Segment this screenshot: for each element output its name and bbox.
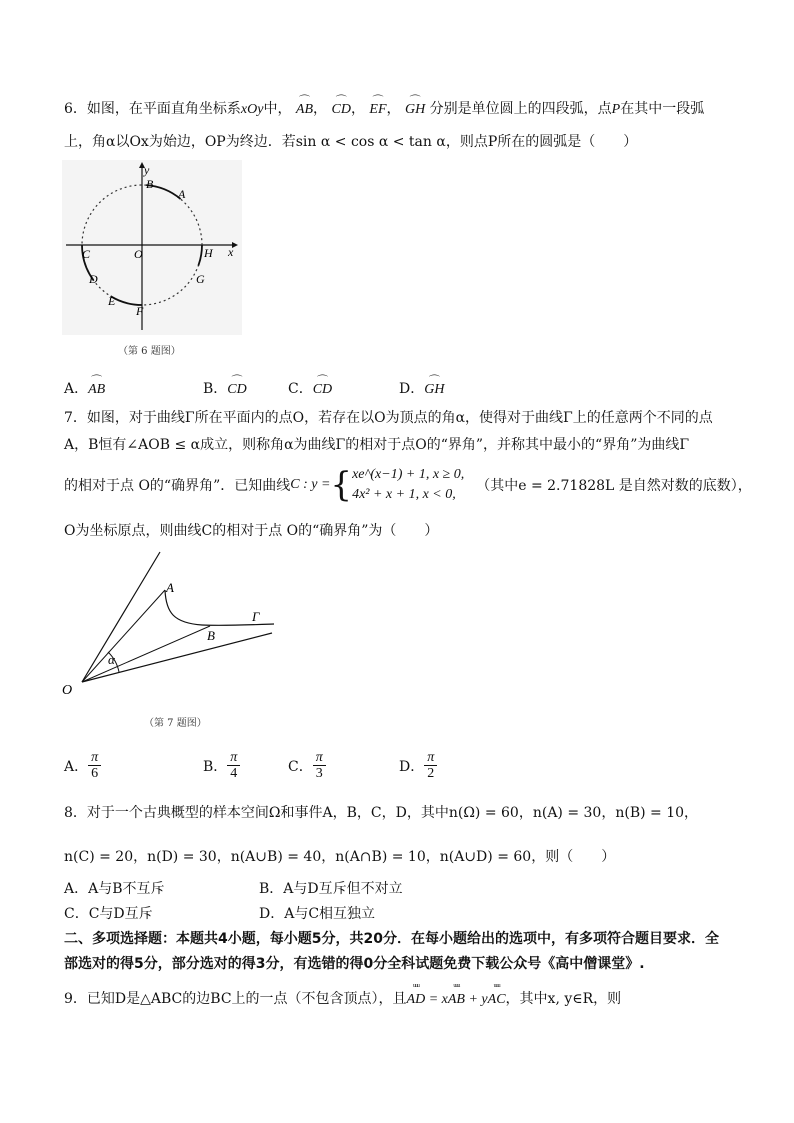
option-letter: B． <box>203 758 228 775</box>
q6-option-d[interactable] <box>399 378 444 398</box>
unit-circle-figure <box>62 160 242 335</box>
q9-plus: + y <box>464 992 488 1007</box>
q7-text: （其中e = 2.71828L 是自然对数的底数）， <box>476 478 752 494</box>
label-e: E <box>108 294 116 308</box>
q7-figure-caption: （第 7 题图） <box>144 718 207 729</box>
vector-ac: uuu AC <box>488 992 506 1008</box>
q8-option-b[interactable]: B．A与D互斥但不对立 <box>259 881 403 897</box>
label-o: O <box>134 247 143 261</box>
q8-line2: n(C) = 20，n(D) = 30，n(A∪B) = 40，n(A∩B) = 10，n(A∪D) = 60，则（ ） <box>64 849 616 865</box>
label-d: D <box>89 272 98 286</box>
q7-line3 <box>64 460 752 510</box>
q8-line1: 8．对于一个古典概型的样本空间Ω和事件A，B，C，D，其中n(Ω) = 60，n(A) = 30，n(B) = 10， <box>64 805 699 821</box>
q7-curve-label: C : y = <box>290 477 331 492</box>
denominator: 2 <box>427 766 435 782</box>
arc-ef: ⌒ EF <box>369 102 386 118</box>
q6-text: 分别是单位圆上的四段弧，点 <box>429 101 612 117</box>
option-letter: C． <box>288 381 313 397</box>
case-1: xe^(x−1) + 1, x ≥ 0, <box>352 467 465 482</box>
label-o: O <box>62 683 73 698</box>
label-a: A <box>178 187 186 201</box>
label-h: H <box>204 246 213 260</box>
q9-text: 9．已知D是△ABC的边BC上的一点（不包含顶点），且 <box>64 991 407 1007</box>
option-letter: B． <box>203 381 228 397</box>
option-arc: ⌒ GH <box>424 382 444 398</box>
numerator: π <box>227 750 240 766</box>
boundary-angle-figure <box>62 548 282 698</box>
label-x: x <box>228 245 234 259</box>
q7-option-b[interactable] <box>203 750 240 782</box>
case-2: 4x² + x + 1, x < 0, <box>352 487 456 502</box>
numerator: π <box>88 750 101 766</box>
q9-text: ，其中x, y∈R，则 <box>505 991 622 1007</box>
numerator: π <box>313 750 326 766</box>
option-letter: A． <box>64 381 89 397</box>
q6-option-a[interactable] <box>64 378 105 398</box>
q9-line1 <box>64 988 621 1008</box>
numerator: π <box>424 750 437 766</box>
piecewise-cases <box>352 465 464 505</box>
vector-ad: uuu AD <box>407 992 426 1008</box>
q6-text: 中， <box>263 101 292 117</box>
option-letter: D． <box>399 381 425 397</box>
q6-figure-caption: （第 6 题图） <box>118 346 181 357</box>
option-fraction <box>424 750 437 782</box>
arc-cd: ⌒ CD <box>331 102 350 118</box>
brace: { <box>330 465 353 505</box>
q8-option-c[interactable]: C．C与D互斥 <box>64 906 153 922</box>
q7-line4: O为坐标原点，则曲线C的相对于点 O的“确界角”为（ ） <box>64 523 439 539</box>
option-letter: C． <box>288 758 313 775</box>
q6-line2: 上，角α以Ox为始边，OP为终边．若sin α < cos α < tan α，则点P所在的圆弧是（ ） <box>64 134 638 150</box>
option-letter: A． <box>64 758 89 775</box>
q7-option-a[interactable] <box>64 750 101 782</box>
label-b: B <box>207 628 215 643</box>
q9-eq: = x <box>425 992 448 1007</box>
q7-line2: A，B恒有∠AOB ≤ α成立，则称角α为曲线Γ的相对于点O的“界角”，并称其中最小的“界角”为曲线Γ <box>64 437 690 453</box>
option-fraction <box>88 750 101 782</box>
denominator: 4 <box>230 766 238 782</box>
q6-xoy: xOy <box>240 102 264 117</box>
section2-heading-line2: 部选对的得5分，部分选对的得3分，有选错的得0分全科试题免费下载公众号《高中僧课堂》. <box>64 956 645 972</box>
option-letter: D． <box>399 758 425 775</box>
denominator: 3 <box>315 766 323 782</box>
q6-line1: 6．如图，在平面直角坐标系xOy中， ⌒ AB， ⌒ CD， ⌒ EF， ⌒ GH 分别是单位圆上的四段弧，点P在其中一段弧 <box>64 98 704 118</box>
q6-option-b[interactable] <box>203 378 247 398</box>
label-g: G <box>196 272 205 286</box>
label-f: F <box>136 304 144 318</box>
q8-option-a[interactable]: A．A与B不互斥 <box>64 881 165 897</box>
option-arc: ⌒ CD <box>313 382 332 398</box>
label-y: y <box>144 163 150 177</box>
denominator: 6 <box>91 766 99 782</box>
option-arc: ⌒ CD <box>227 382 246 398</box>
option-fraction <box>313 750 326 782</box>
option-fraction <box>227 750 240 782</box>
label-a: A <box>166 580 174 595</box>
section2-heading-line1: 二、多项选择题：本题共4小题，每小题5分，共20分．在每小题给出的选项中，有多项符合题目要求．全 <box>64 931 719 947</box>
arc-ab: ⌒ AB <box>296 102 313 118</box>
q6-text: 在其中一段弧 <box>620 101 705 117</box>
q6-option-c[interactable] <box>288 378 332 398</box>
label-gamma: Γ <box>252 609 260 624</box>
label-b: B <box>146 177 154 191</box>
arc-gh: ⌒ GH <box>405 102 425 118</box>
label-c: C <box>82 247 91 261</box>
vector-ab: uuu AB <box>448 992 465 1008</box>
q7-option-d[interactable] <box>399 750 437 782</box>
q7-option-c[interactable] <box>288 750 326 782</box>
q6-p: P <box>611 102 621 117</box>
label-alpha: α <box>108 652 115 667</box>
q8-option-d[interactable]: D．A与C相互独立 <box>259 906 376 922</box>
option-arc: ⌒ AB <box>88 382 105 398</box>
q7-text: 的相对于点 O的“确界角”．已知曲线 <box>64 478 291 494</box>
q6-text: 6．如图，在平面直角坐标系 <box>64 101 241 117</box>
q7-line1: 7．如图，对于曲线Γ所在平面内的点O，若存在以O为顶点的角α，使得对于曲线Γ上的任意两个不同的点 <box>64 410 713 426</box>
